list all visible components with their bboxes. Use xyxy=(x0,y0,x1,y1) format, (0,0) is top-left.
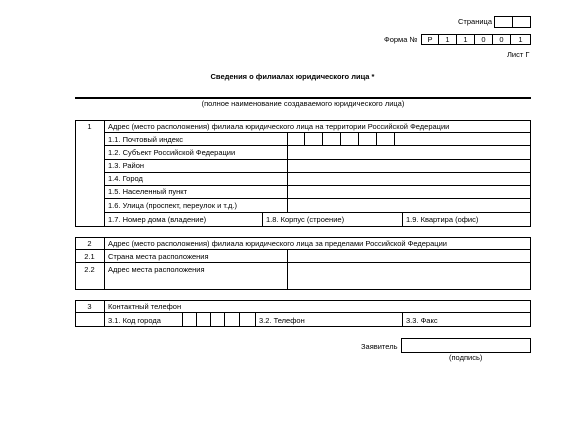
region-label: 1.2. Субъект Российской Федерации xyxy=(108,148,236,157)
form-code-char: Р xyxy=(421,34,439,45)
foreign-address-input[interactable] xyxy=(288,263,530,289)
city-code-digit-box[interactable] xyxy=(196,312,197,327)
section3-heading: Контактный телефон xyxy=(108,302,182,311)
form-label: Форма № xyxy=(384,35,418,44)
organization-name-caption: (полное наименование создаваемого юридического лица) xyxy=(201,99,405,108)
foreign-address-label: Адрес места расположения xyxy=(108,265,205,274)
city-code-digit-box[interactable] xyxy=(224,312,225,327)
page-number-box-2[interactable] xyxy=(512,16,531,28)
section3-number: 3 xyxy=(87,302,92,311)
fax-label: 3.3. Факс xyxy=(406,316,438,325)
building-label: 1.8. Корпус (строение) xyxy=(266,215,345,224)
postal-code-digit-box[interactable] xyxy=(358,132,359,145)
district-label: 1.3. Район xyxy=(108,161,145,170)
section2-number-divider xyxy=(104,237,105,290)
foreign-address-row-number: 2.2 xyxy=(84,265,95,274)
sheet-label: Лист Г xyxy=(507,50,530,59)
street-input[interactable] xyxy=(288,199,530,211)
city-code-digit-box[interactable] xyxy=(255,312,256,327)
page-number-box-1[interactable] xyxy=(494,16,513,28)
page-label: Страница xyxy=(458,17,492,26)
section1-row-line xyxy=(104,212,531,213)
street-label: 1.6. Улица (проспект, переулок и т.д.) xyxy=(108,201,237,210)
applicant-label: Заявитель xyxy=(361,342,398,351)
form-code-char: 0 xyxy=(474,34,493,45)
settlement-input[interactable] xyxy=(288,186,530,197)
form-code-char: 1 xyxy=(456,34,475,45)
country-label: Страна места расположения xyxy=(108,252,209,261)
section3-number-divider xyxy=(104,300,105,327)
signature-caption: (подпись) xyxy=(449,353,483,362)
form-code-char: 1 xyxy=(510,34,531,45)
section1-number-divider xyxy=(104,120,105,227)
city-input[interactable] xyxy=(288,173,530,184)
section1-last-row-divider xyxy=(402,212,403,227)
page-title: Сведения о филиалах юридического лица * xyxy=(210,72,375,81)
section2-number: 2 xyxy=(87,239,92,248)
region-input[interactable] xyxy=(288,146,530,158)
district-input[interactable] xyxy=(288,160,530,171)
apartment-label: 1.9. Квартира (офис) xyxy=(406,215,479,224)
section1-number: 1 xyxy=(87,122,92,131)
fax-divider xyxy=(402,312,403,327)
signature-field[interactable] xyxy=(401,338,531,353)
city-code-label: 3.1. Код города xyxy=(108,316,161,325)
phone-label: 3.2. Телефон xyxy=(259,316,305,325)
postal-code-digit-box[interactable] xyxy=(322,132,323,145)
form-code-char: 1 xyxy=(438,34,457,45)
city-code-digit-box[interactable] xyxy=(210,312,211,327)
settlement-label: 1.5. Населенный пункт xyxy=(108,187,188,196)
section1-heading: Адрес (место расположения) филиала юридического лица на территории Российской Федерации xyxy=(108,122,450,131)
postal-code-digit-box[interactable] xyxy=(376,132,377,145)
country-row-number: 2.1 xyxy=(84,252,95,261)
city-code-digit-box[interactable] xyxy=(182,312,183,327)
section1-last-row-divider xyxy=(262,212,263,227)
section2-heading: Адрес (место расположения) филиала юридического лица за пределами Российской Федерации xyxy=(108,239,447,248)
section1-row-line xyxy=(104,132,531,133)
city-label: 1.4. Город xyxy=(108,174,143,183)
house-number-label: 1.7. Номер дома (владение) xyxy=(108,215,207,224)
postal-code-digit-box[interactable] xyxy=(394,132,395,145)
form-code-char: 0 xyxy=(492,34,511,45)
postal-code-label: 1.1. Почтовый индекс xyxy=(108,135,184,144)
city-code-digit-box[interactable] xyxy=(239,312,240,327)
section3-row-line xyxy=(75,312,531,313)
postal-code-digit-box[interactable] xyxy=(304,132,305,145)
postal-code-digit-box[interactable] xyxy=(340,132,341,145)
country-input[interactable] xyxy=(288,250,530,261)
